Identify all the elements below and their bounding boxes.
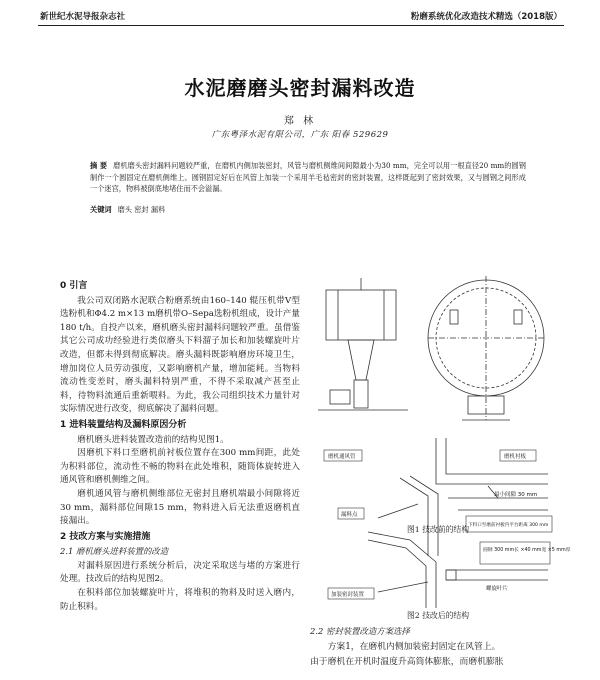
label-spiral: 螺旋叶片 xyxy=(486,586,509,592)
paragraph: 在积料部位加装螺旋叶片，将堆积的物料及时送入磨内，防止积料。 xyxy=(60,588,300,612)
paragraph: 对漏料原因进行系统分析后，决定采取送与堵的方案进行处理。技改后的结构见图2。 xyxy=(60,560,300,585)
figure-1-caption: 图1 技改前的结构 xyxy=(406,525,470,534)
affiliation: 广东粤泽水泥有限公司，广东 阳春 529629 xyxy=(211,130,389,140)
section-heading-scheme: 2 技改方案与实施措施 xyxy=(60,531,151,542)
running-header-right: 粉磨系统优化改造技术精选（2018版） xyxy=(410,12,562,22)
subsection-heading-feed: 2.1 磨机磨头进料装置的改造 xyxy=(60,546,169,557)
paragraph: 我公司双闭路水泥联合粉磨系统由160–140 辊压机带V型选粉机和Φ4.2 m×13 m磨机带O–Sepa选粉机组成，设计产量 180 t/h。自投产以来，磨机磨头密封漏料问题较严重。虽借鉴其它公司成功经验进行类似磨头下料溜子加长和加装螺旋叶片改造，但都未得到彻底解决。磨头漏料既影响磨房环境卫生，增加岗位人员劳动强度，又影响磨机产量，增加能耗。当物料流动性变差时，磨头漏料特别严重，不得不采取减产甚至止料，待物料流通后重新喂料。为此，我公司组织技术力量针对实际情况进行改变，彻底解决了漏料问题。 xyxy=(60,295,300,415)
paragraph: 由于磨机在开机时温度升高筒体膨胀，而磨机膨胀 xyxy=(310,657,504,667)
abstract xyxy=(90,160,526,195)
author-name: 郑 林 xyxy=(283,116,317,127)
label-min-gap: 最小间隙 30 mm xyxy=(494,492,538,498)
paragraph: 因磨机下料口至磨机前衬板位置存在300 mm间距，此处为积料部位，流动性不畅的物料在此处堆积，随筒体旋转进入通风管和磨机侧维之间。 xyxy=(60,448,300,486)
label-seal-device: 加装密封装置 xyxy=(331,592,365,598)
label-wind-pipe: 磨机通风管 xyxy=(328,454,356,460)
keywords-text: 磨头 密封 漏料 xyxy=(117,205,166,214)
figure-1-drawing xyxy=(318,270,558,430)
keywords-label: 关键词 xyxy=(90,205,112,214)
figure-2-drawing xyxy=(318,530,571,610)
figure-2-caption: 图2 技改后的结构 xyxy=(406,611,470,620)
section-heading-analysis: 1 进料装置结构及漏料原因分析 xyxy=(60,419,187,430)
subsection-heading-seal: 2.2 密封装置改造方案选择 xyxy=(310,626,410,636)
label-round-bar: 圆钢 300 mm长 ×40 mm宽 ×5 mm厚 xyxy=(483,548,571,553)
paragraph: 磨机磨头进料装置改造前的结构见图1。 xyxy=(77,434,229,445)
section-heading-intro: 0 引言 xyxy=(60,281,88,291)
feed-chute xyxy=(348,340,374,380)
running-header-left: 新世纪水泥导报杂志社 xyxy=(40,12,126,22)
article-title: 水泥磨磨头密封漏料改造 xyxy=(184,76,416,100)
abstract-label: 摘 要 xyxy=(90,161,108,170)
paragraph: 磨机通风管与磨机侧维部位无密封且磨机端最小间隙将近30 mm，漏料部位间隙15 mm，物料进入后无法重返磨机直接漏出。 xyxy=(60,488,300,527)
left-column xyxy=(60,278,300,614)
keywords xyxy=(90,205,526,215)
paragraph: 方案1，在磨机内侧加装密封固定在风管上。 xyxy=(327,642,501,652)
label-liner: 磨机衬板 xyxy=(504,454,527,460)
label-leak-point: 漏料点 xyxy=(341,512,358,518)
hopper-frame xyxy=(326,290,396,340)
abstract-text: 磨机磨头密封漏料问题较严重，在磨机内侧加装密封，风管与磨机侧维间间隙最小为30 mm，完全可以用一根直径20 mm的圆钢制作一个圆固定在磨机侧维上。圆钢固定好后在风管上加装一个采用羊毛毡密封的密封装置，这样既起到了密封效果，又与圆钢之间形成一个迷宫，物料被倒底地堵住而不会溢漏。 xyxy=(90,161,526,193)
header-rule xyxy=(38,25,564,26)
label-feed-gap: 下料口至磨前衬板内平台距离 300 mm xyxy=(468,523,549,528)
